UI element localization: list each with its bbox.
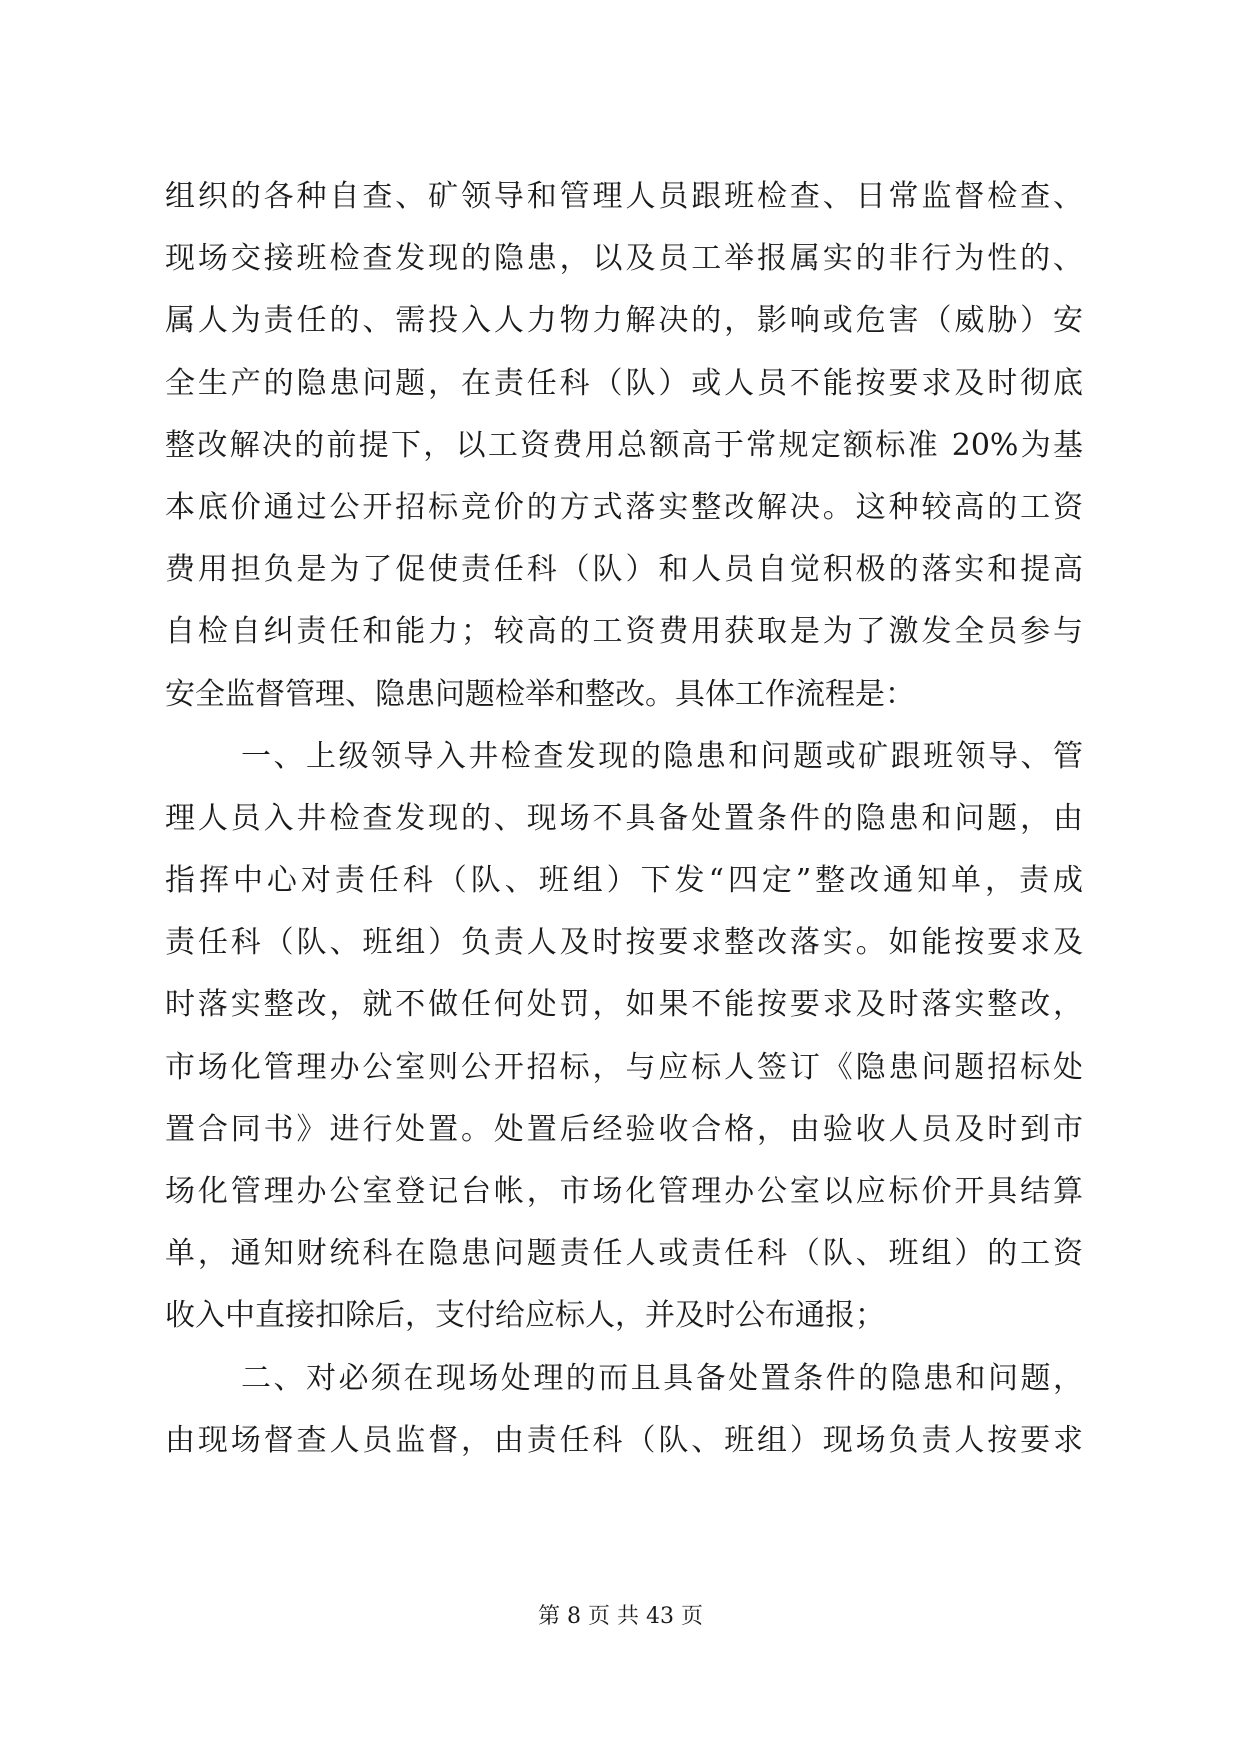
text-line: 时落实整改，就不做任何处罚，如果不能按要求及时落实整改，	[165, 987, 1083, 1023]
paragraph-start-line: 二、对必须在现场处理的而且具备处置条件的隐患和问题，	[241, 1360, 1083, 1396]
paragraph-start-line: 一、上级领导入井检查发现的隐患和问题或矿跟班领导、管	[241, 738, 1083, 774]
text-line: 费用担负是为了促使责任科（队）和人员自觉积极的落实和提高	[165, 552, 1083, 588]
text-line: 责任科（队、班组）负责人及时按要求整改落实。如能按要求及	[165, 925, 1083, 961]
text-line: 现场交接班检查发现的隐患，以及员工举报属实的非行为性的、	[165, 241, 1083, 277]
text-line: 收入中直接扣除后，支付给应标人，并及时公布通报；	[165, 1298, 885, 1334]
text-line: 组织的各种自查、矿领导和管理人员跟班检查、日常监督检查、	[165, 179, 1083, 214]
text-line: 场化管理办公室登记台帐，市场化管理办公室以应标价开具结算	[165, 1174, 1083, 1209]
text-line: 自检自纠责任和能力；较高的工资费用获取是为了激发全员参与	[165, 614, 1083, 650]
text-line: 全生产的隐患问题，在责任科（队）或人员不能按要求及时彻底	[165, 365, 1083, 401]
text-line: 由现场督查人员监督，由责任科（队、班组）现场负责人按要求	[165, 1422, 1083, 1458]
text-line: 安全监督管理、隐患问题检举和整改。具体工作流程是：	[165, 676, 915, 712]
text-line: 指挥中心对责任科（队、班组）下发“四定”整改通知单，责成	[165, 863, 1083, 899]
page-number-footer: 第 8 页 共 43 页	[538, 1604, 703, 1629]
text-line: 置合同书》进行处置。处置后经验收合格，由验收人员及时到市	[165, 1111, 1083, 1147]
text-line: 理人员入井检查发现的、现场不具备处置条件的隐患和问题，由	[165, 800, 1083, 836]
text-line: 本底价通过公开招标竞价的方式落实整改解决。这种较高的工资	[165, 489, 1083, 525]
text-line: 单，通知财统科在隐患问题责任人或责任科（队、班组）的工资	[165, 1236, 1083, 1272]
document-body	[165, 166, 1083, 1472]
text-line: 市场化管理办公室则公开招标，与应标人签订《隐患问题招标处	[165, 1049, 1083, 1085]
text-line: 整改解决的前提下，以工资费用总额高于常规定额标准 20%为基	[165, 427, 1083, 463]
text-line: 属人为责任的、需投入人力物力解决的，影响或危害（威胁）安	[165, 303, 1083, 339]
